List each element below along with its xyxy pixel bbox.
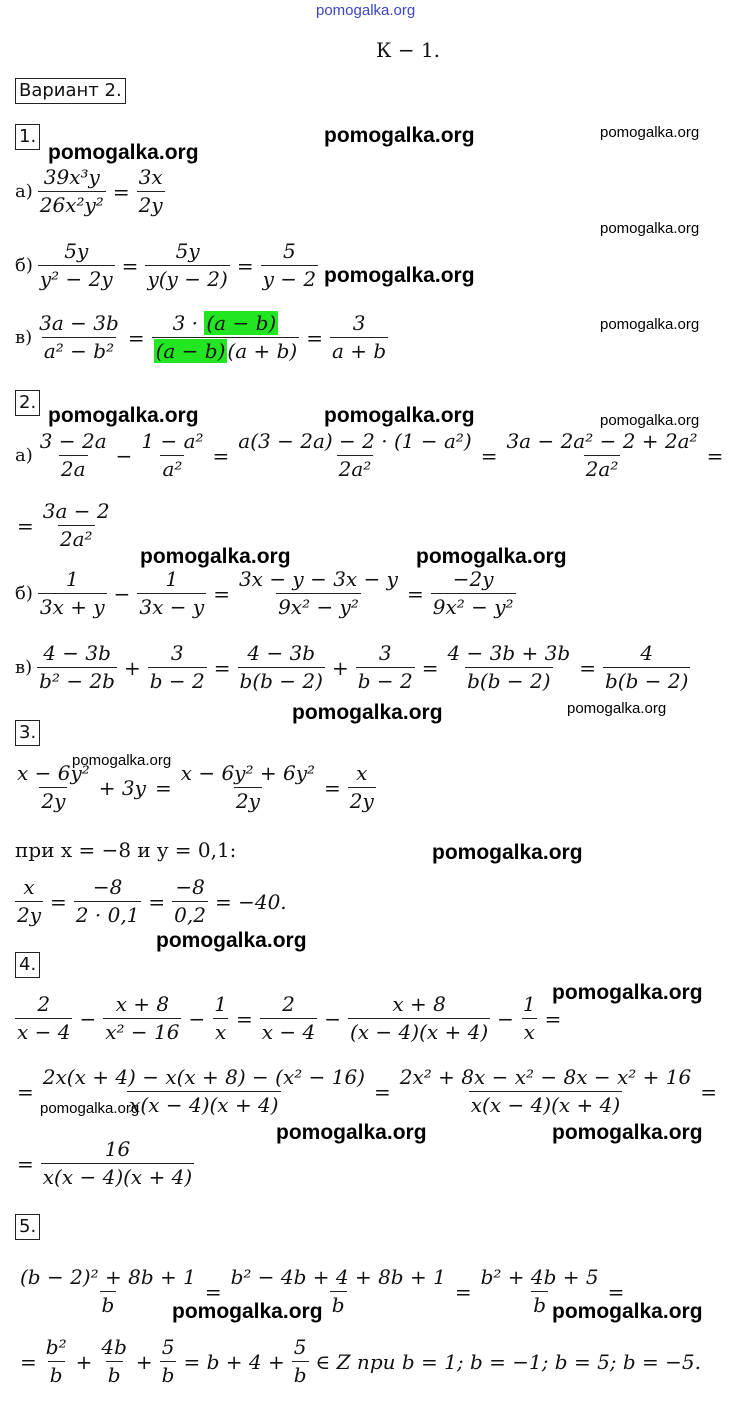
fraction: $\frac{1}{x}$ [522, 992, 536, 1044]
fraction: $\frac{\text{b²}}{b}$ [45, 1335, 67, 1387]
item-label: б) [15, 255, 33, 276]
fraction: $\frac{16}{x(x - 4)(x + 4)}$ [42, 1137, 193, 1189]
highlight: (a − b) [206, 311, 277, 335]
fraction: $\frac{\text{39x³y}}{\text{26x²y²}}$ [39, 165, 104, 217]
task-3-equation: $\frac{\text{x − 6y²}}{2y}$ + 3y = $\frac{\text{x − 6y² + 6y²}}{2y}$ = $\frac{x}{2y}$ [17, 761, 374, 813]
watermark: pomogalka.org [552, 1121, 703, 1144]
task-4-equation-1: $\frac{2}{x - 4}$ − $\frac{x + 8}{\text{x² − 16}}$ − $\frac{1}{x}$ = $\frac{2}{x - 4}$ − $\frac{x + 8}{(x - 4)(x + 4)}$ − $\frac{1}{x}$ = [17, 992, 562, 1044]
task-2b-equation: б) $\frac{1}{3x + y}$ − $\frac{1}{3x - y}$ = $\frac{3x - y - 3x - y}{\text{9x² − y²}}$ = $\frac{-2y}{\text{9x² − y²}}$ [15, 567, 514, 619]
watermark: pomogalka.org [324, 264, 475, 287]
fraction: $\frac{5}{b}$ [161, 1335, 175, 1387]
highlight: (a − b) [155, 339, 226, 363]
watermark: pomogalka.org [48, 141, 199, 164]
fraction: $\frac{3a - 2}{\text{2a²}}$ [42, 499, 110, 551]
site-link[interactable]: pomogalka.org [316, 2, 416, 19]
fraction: $\frac{4 - 3b}{\text{b² − 2b}}$ [39, 641, 115, 693]
watermark: pomogalka.org [600, 316, 700, 333]
watermark: pomogalka.org [600, 220, 700, 237]
fraction: $\frac{4}{b(b - 2)}$ [604, 641, 689, 693]
item-label: б) [15, 583, 33, 604]
watermark: pomogalka.org [172, 1300, 323, 1323]
fraction: $\frac{1}{3x + y}$ [39, 567, 105, 619]
task-1c-equation: в) $\frac{3a - 3b}{\text{a² − b²}}$ = $\frac{3 \cdot (a - b)}{(a - b) (a + b)}$ = $\frac{3}{a + b}$ [15, 311, 387, 363]
fraction: $\frac{3x - y - 3x - y}{\text{9x² − y²}}$ [238, 567, 398, 619]
fraction: $\frac{3 \cdot (a - b)}{(a - b) (a + b)}$ [152, 312, 300, 363]
fraction: $\frac{5y}{y(y - 2)}$ [147, 239, 228, 291]
fraction: $\frac{3}{b - 2}$ [149, 641, 205, 693]
fraction: $\frac{\text{1 − a²}}{\text{a²}}$ [141, 429, 204, 481]
watermark: pomogalka.org [292, 701, 443, 724]
item-label: а) [15, 181, 33, 202]
watermark: pomogalka.org [156, 929, 307, 952]
fraction: $\frac{\text{2x² + 8x − x² − 8x − x² + 16}}{x(x - 4)(x + 4)}$ [399, 1065, 692, 1117]
watermark: pomogalka.org [567, 700, 667, 717]
task-4-number: 4. [15, 952, 40, 978]
watermark: pomogalka.org [72, 752, 172, 769]
fraction: $\frac{\text{b² − 4b + 4 + 8b + 1}}{b}$ [230, 1265, 446, 1317]
watermark: pomogalka.org [552, 981, 703, 1004]
fraction: $\frac{-2y}{\text{9x² − y²}}$ [432, 567, 514, 619]
item-label: а) [15, 445, 33, 466]
watermark: pomogalka.org [432, 841, 583, 864]
watermark: pomogalka.org [600, 124, 700, 141]
task-2a-equation: а) $\frac{3 - 2a}{2a}$ − $\frac{\text{1 − a²}}{\text{a²}}$ = $\frac{\text{a(3 − 2a) − 2 · (1 − a²)}}{\text{2a²}}$ = $\frac{\text{3a − 2a² − 2 + 2a²}}{\text{2a²}}$ = [15, 429, 724, 481]
watermark: pomogalka.org [324, 404, 475, 427]
task-3-number: 3. [15, 720, 40, 746]
fraction: $\frac{x + 8}{\text{x² − 16}}$ [105, 992, 180, 1044]
variant-label: Вариант 2. [15, 78, 126, 104]
item-label: в) [15, 657, 33, 678]
fraction: $\frac{\text{x − 6y²}}{2y}$ [17, 761, 90, 813]
fraction: $\frac{\text{3a − 2a² − 2 + 2a²}}{\text{2a²}}$ [506, 429, 698, 481]
fraction: $\frac{4b}{b}$ [101, 1335, 127, 1387]
task-5-equation-2: = $\frac{\text{b²}}{b}$ + $\frac{4b}{b}$ + $\frac{5}{b}$ = b + 4 + $\frac{5}{b}$ ∈ Z при b = 1; b = −1; b = 5; b = −5. [20, 1335, 702, 1387]
fraction: $\frac{4 - 3b}{b(b - 2)}$ [239, 641, 323, 693]
task-3-evaluation: $\frac{x}{2y}$ = $\frac{-8}{2 \cdot 0,1}$ = $\frac{-8}{0,2}$ = −40. [17, 875, 287, 927]
task-2-number: 2. [15, 390, 40, 416]
fraction: $\frac{2}{x - 4}$ [17, 992, 71, 1044]
fraction: $\frac{-8}{0,2}$ [174, 875, 206, 927]
fraction: $\frac{-8}{2 \cdot 0,1}$ [75, 875, 140, 927]
fraction: $\frac{3a - 3b}{\text{a² − b²}}$ [39, 311, 119, 363]
page-title: К − 1. [376, 38, 441, 62]
task-4-equation-2: = $\frac{\text{2x(x + 4) − x(x + 8) − (x² − 16)}}{x(x - 4)(x + 4)}$ = $\frac{\text{2x² + 8x − x² − 8x − x² + 16}}{x(x - 4)(x + 4)}$ = [17, 1065, 717, 1117]
watermark: pomogalka.org [140, 545, 291, 568]
fraction: $\frac{2}{x - 4}$ [261, 992, 316, 1044]
fraction: $\frac{3}{a + b}$ [331, 311, 387, 363]
fraction: $\frac{x + 8}{(x - 4)(x + 4)}$ [349, 992, 489, 1044]
fraction: $\frac{3 - 2a}{2a}$ [39, 429, 107, 481]
fraction: $\frac{x}{2y}$ [17, 875, 42, 927]
watermark: pomogalka.org [552, 1300, 703, 1323]
fraction: $\frac{3x}{2y}$ [138, 165, 163, 217]
task-1-number: 1. [15, 124, 40, 150]
watermark: pomogalka.org [40, 1100, 140, 1117]
fraction: $\frac{\text{a(3 − 2a) − 2 · (1 − a²)}}{\text{2a²}}$ [238, 429, 472, 481]
fraction: $\frac{\text{b² + 4b + 5}}{b}$ [480, 1265, 599, 1317]
fraction: $\frac{1}{3x - y}$ [139, 567, 205, 619]
fraction: $\frac{5}{b}$ [293, 1335, 307, 1387]
fraction: $\frac{3}{b - 2}$ [357, 641, 413, 693]
task-2c-equation: в) $\frac{4 - 3b}{\text{b² − 2b}}$ + $\frac{3}{b - 2}$ = $\frac{4 - 3b}{b(b - 2)}$ + $\frac{3}{b - 2}$ = $\frac{4 - 3b + 3b}{b(b - 2)}$ = $\frac{4}{b(b - 2)}$ [15, 641, 689, 693]
fraction: $\frac{5}{y - 2}$ [262, 239, 317, 291]
task-5-number: 5. [15, 1214, 40, 1240]
watermark: pomogalka.org [324, 124, 475, 147]
task-5-equation-1: $\frac{\text{(b − 2)² + 8b + 1}}{b}$ = $\frac{\text{b² − 4b + 4 + 8b + 1}}{b}$ = $\frac{\text{b² + 4b + 5}}{b}$ = [20, 1265, 625, 1317]
fraction: $\frac{\text{x − 6y² + 6y²}}{2y}$ [180, 761, 316, 813]
item-label: в) [15, 327, 33, 348]
watermark: pomogalka.org [600, 412, 700, 429]
task-1a-equation: а) $\frac{\text{39x³y}}{\text{26x²y²}}$ = $\frac{3x}{2y}$ [15, 165, 163, 217]
task-2a-result: = $\frac{3a - 2}{\text{2a²}}$ [17, 499, 110, 551]
fraction: $\frac{x}{2y}$ [349, 761, 374, 813]
task-4-result: = $\frac{16}{x(x - 4)(x + 4)}$ [17, 1137, 193, 1189]
watermark: pomogalka.org [276, 1121, 427, 1144]
fraction: $\frac{1}{x}$ [214, 992, 227, 1044]
fraction: $\frac{\text{(b − 2)² + 8b + 1}}{b}$ [20, 1265, 196, 1317]
fraction: $\frac{\text{2x(x + 4) − x(x + 8) − (x² − 16)}}{x(x - 4)(x + 4)}$ [42, 1065, 365, 1117]
task-3-condition: при x = −8 и y = 0,1: [15, 838, 237, 862]
fraction: $\frac{5y}{\text{y² − 2y}}$ [39, 239, 113, 291]
watermark: pomogalka.org [48, 404, 199, 427]
task-1b-equation: б) $\frac{5y}{\text{y² − 2y}}$ = $\frac{5y}{y(y - 2)}$ = $\frac{5}{y - 2}$ [15, 239, 317, 291]
fraction: $\frac{4 - 3b + 3b}{b(b - 2)}$ [447, 641, 571, 693]
watermark: pomogalka.org [416, 545, 567, 568]
